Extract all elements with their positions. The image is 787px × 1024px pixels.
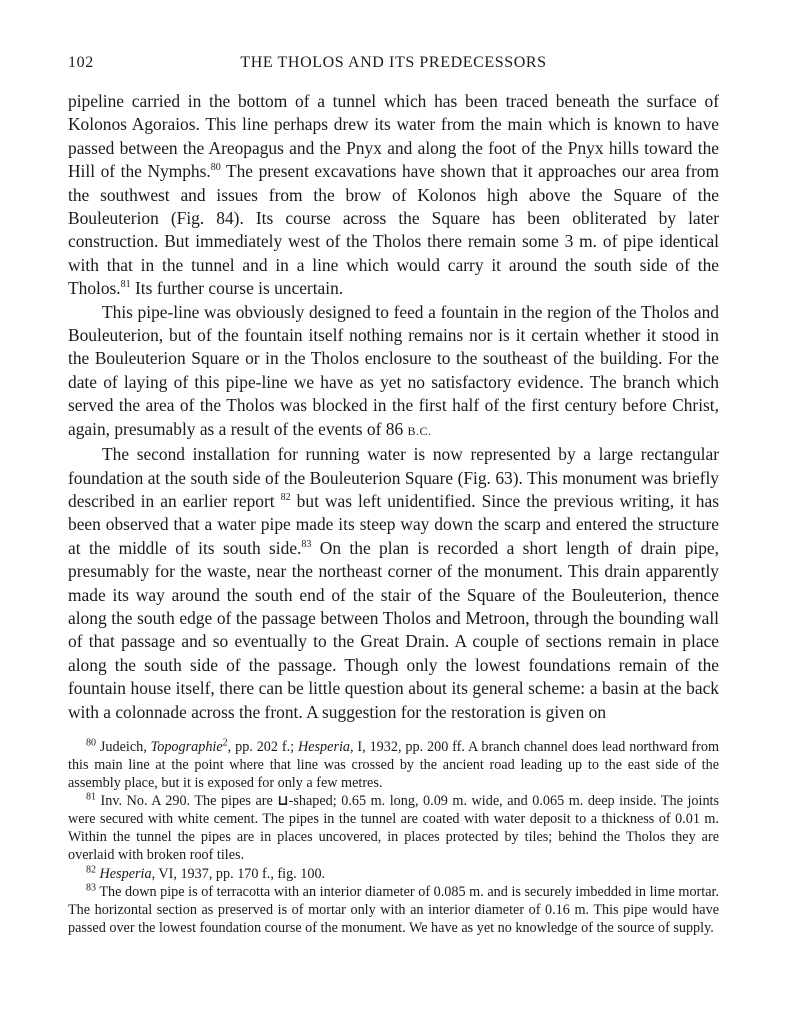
page-header (68, 54, 719, 78)
paragraph-2 (68, 301, 719, 443)
footnote-82 (68, 863, 719, 884)
footnote-text: , VI, 1937, pp. 170 f., fig. 100. (151, 865, 326, 882)
footnote-text: -shaped; 0.65 m. long, 0.09 m. wide, and 0.065 m. deep inside. The joints were secured with white cement. The pipes in the tunnel are coated with water deposit to a thickness of 0.01 m. Within the tunnel the pipes are in places uncovered, in places protected by tiles; behind the Tholos they are overlaid with broken roof tiles. (68, 793, 720, 863)
running-title: THE THOLOS AND ITS PREDECESSORS (240, 54, 547, 71)
footnote-text: Inv. No. A 290. The pipes are (96, 793, 278, 810)
edition-superscript: 2 (222, 737, 228, 749)
paragraph-3-text-a: The second installation for running water is now represented by a large rectangular foundation at the south side of the Bouleuterion Square (Fig. 63). This monument was briefly described in an earlier report (68, 444, 719, 511)
paragraph-1-text-b: The present excavations have shown that it approaches our area from the southwest and issues from the brow of Kolonos high above the Square of the Bouleuterion (Fig. 84). Its course across the Square has been obliterated by later construction. But immediately west of the Tholos there remain some 3 m. of pipe identical with that in the tunnel and in a line which would carry it around the south side of the Tholos. (68, 161, 719, 299)
footnote-number: 80 (86, 737, 96, 749)
era-abbreviation: B.C. (407, 423, 432, 438)
footnote-text: The down pipe is of terracotta with an interior diameter of 0.085 m. and is securely imbedded in lime mortar. The horizontal section as preserved is of mortar only with an interior diameter of 0.16 m. This pipe would have passed over the lowest foundation course of the monument. We have as yet no knowledge of the source of supply. (68, 884, 719, 936)
paragraph-3-text-b: but was left unidentified. Since the previous writing, it has been observed that a water pipe made its steep way down the scarp and entered the structure at the middle of its south side. (68, 490, 719, 558)
footnotes (68, 739, 719, 939)
footnote-83 (68, 884, 719, 937)
paragraph-1-text-c: Its further course is uncertain. (130, 278, 344, 299)
paragraph-1-text-a: pipeline carried in the bottom of a tunnel which has been traced beneath the surface of Kolonos Agoraios. This line perhaps drew its water from the main which is known to have passed between the Areopagus and the Pnyx and along the foot of the Pnyx hills toward the Hill of the Nymphs. (68, 91, 719, 182)
footnote-title: Hesperia (297, 739, 350, 755)
paragraph-2-text-a: This pipe-line was obviously designed to feed a fountain in the region of the Tholos and Bouleuterion, but of the fountain itself nothing remains nor is it certain whether it stood in the Bouleuterion Square or in the Tholos enclosure to the southeast of the building. For the date of laying of this pipe-line we have as yet no satisfactory evidence. The branch which served the area of the Tholos was blocked in the first half of the first century before Christ, again, presumably as a result of the events of 86 (68, 301, 719, 439)
paragraph-3 (68, 443, 719, 724)
footnote-title: Topographie (150, 739, 223, 755)
footnote-title: Hesperia (96, 865, 152, 882)
footnote-number: 82 (86, 863, 96, 875)
footnote-ref-83[interactable]: 83 (301, 538, 312, 550)
footnote-text: , I, 1932, pp. 200 ff. A branch channel does lead northward from this main line at the point where that line was crossed by the ancient road leading up to the east side of the assembly place, but it is exposed for only a few metres. (68, 739, 719, 791)
footnote-number: 83 (86, 882, 96, 894)
u-shape-glyph: ⊔ (277, 793, 289, 810)
footnote-ref-81[interactable]: 81 (120, 279, 131, 291)
footnote-80 (68, 739, 719, 792)
paragraph-3-text-c: On the plan is recorded a short length of drain pipe, presumably for the waste, near the northeast corner of the monument. This drain apparently made its way around the south end of the stair of the Square of the Bouleuterion, thence along the south edge of the passage between Tholos and Metroon, through the bounding wall of that passage and so eventually to the Great Drain. A couple of sections remain in place along the south side of the passage. Though only the lowest foundations remain of the fountain house itself, there can be little question about its general scheme: a basin at the back with a colonnade across the front. A suggestion for the restoration is given on (68, 537, 719, 722)
footnote-number: 81 (86, 791, 96, 803)
footnote-ref-82[interactable]: 82 (280, 492, 291, 504)
footnote-text: Judeich, (96, 739, 151, 755)
footnote-ref-80[interactable]: 80 (210, 162, 221, 174)
page-number: 102 (68, 54, 94, 71)
footnote-text: , pp. 202 f.; (227, 739, 298, 755)
footnote-81 (68, 793, 719, 864)
body-text (68, 90, 719, 724)
paragraph-1 (68, 90, 719, 301)
